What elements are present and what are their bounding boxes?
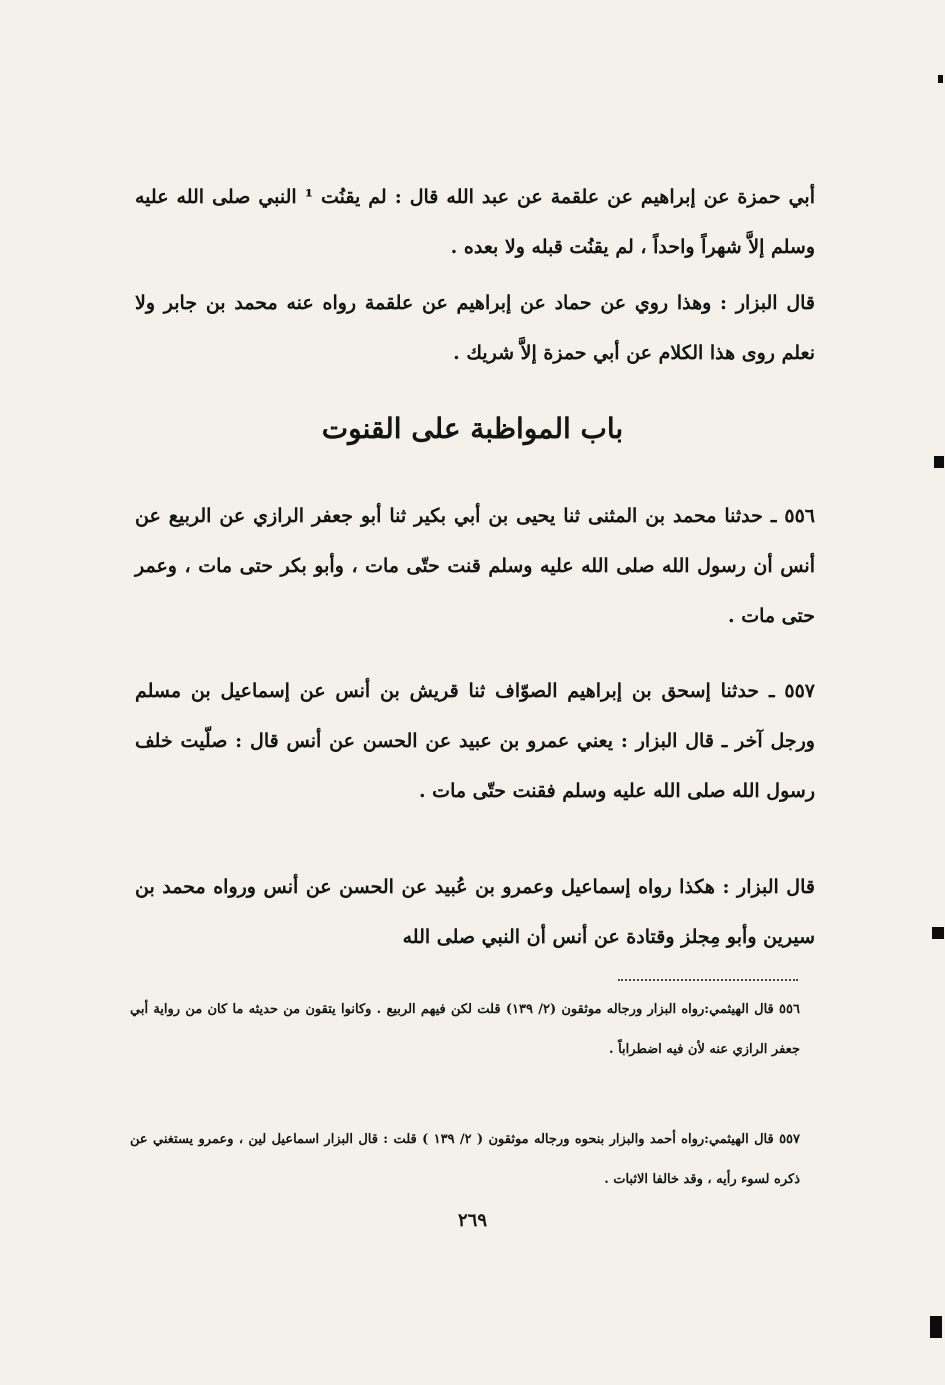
footnote-556: ٥٥٦ قال الهيثمي:رواه البزار ورجاله موثقون (٢/ ١٣٩) قلت لكن فيهم الربيع . وكانوا يتقون من حديثه ما كان من رواية أبي جعفر الرازي عنه لأن فيه اضطراباً .: [130, 1002, 800, 1057]
paragraph-continuation: أبي حمزة عن إبراهيم عن علقمة عن عبد الله قال : لم يقنُت ¹ النبي صلى الله عليه وسلم إلاَّ شهراً واحداً ، لم يقنُت قبله ولا بعده .: [135, 186, 815, 258]
scan-mark: [934, 456, 944, 468]
scan-mark: [932, 927, 944, 939]
scan-mark: [930, 1316, 942, 1338]
paragraph-bazzar-note: قال البزار : وهذا روي عن حماد عن إبراهيم عن علقمة رواه عنه محمد بن جابر ولا نعلم روى هذا الكلام عن أبي حمزة إلاَّ شريك .: [135, 292, 815, 364]
footnote-separator: [618, 979, 798, 981]
chapter-heading: باب المواظبة على القنوت: [321, 412, 624, 445]
scan-mark: [938, 75, 943, 83]
page-number: ٢٦٩: [457, 1210, 487, 1231]
footnote-557: ٥٥٧ قال الهيثمي:رواه أحمد والبزار بنحوه ورجاله موثقون ( ٢/ ١٣٩ ) قلت : قال البزار اسماعيل لين ، وعمرو يستغني عن ذكره لسوء رأيه ، وقد خالفا الاثبات .: [130, 1132, 801, 1187]
paragraph-bazzar-commentary: قال البزار : هكذا رواه إسماعيل وعمرو بن عُبيد عن الحسن عن أنس ورواه محمد بن سيرين وأبو مِجلز وقتادة عن أنس أن النبي صلى الله: [135, 876, 815, 948]
hadith-556: ٥٥٦ ـ حدثنا محمد بن المثنى ثنا يحيى بن أبي بكير ثنا أبو جعفر الرازي عن الربيع عن أنس أن رسول الله صلى الله عليه وسلم قنت حتّى مات ، وأبو بكر حتى مات ، وعمر حتى مات .: [135, 505, 815, 627]
hadith-557: ٥٥٧ ـ حدثنا إسحق بن إبراهيم الصوّاف ثنا قريش بن أنس عن إسماعيل بن مسلم ورجل آخر ـ قال البزار : يعني عمرو بن عبيد عن الحسن عن أنس قال : صلّيت خلف رسول الله صلى الله عليه وسلم فقنت حتّى مات .: [135, 680, 815, 802]
